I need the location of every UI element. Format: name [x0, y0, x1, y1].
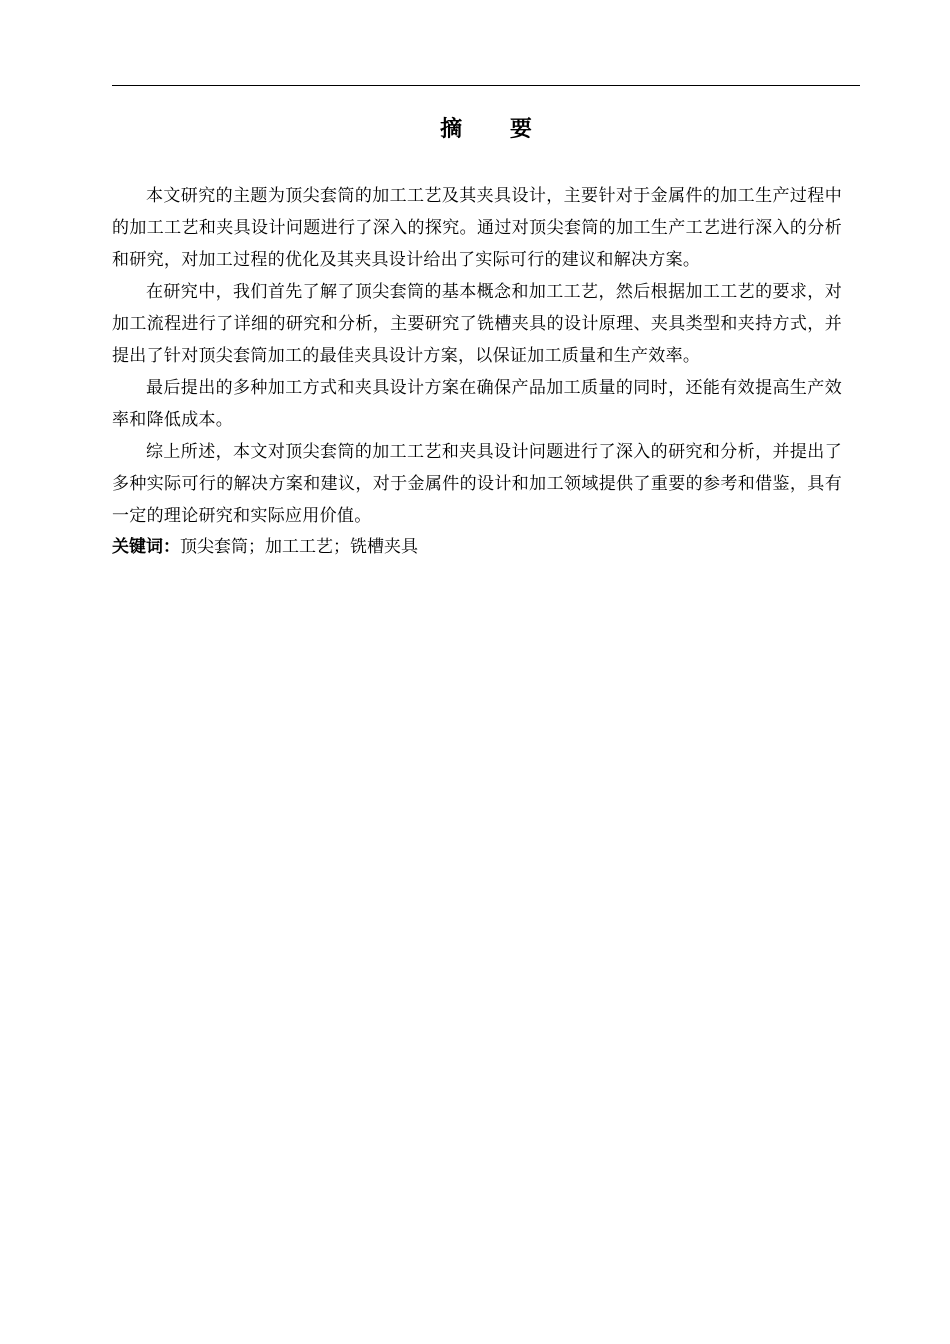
abstract-title: 摘 要 — [440, 117, 552, 142]
abstract-paragraph-3: 最后提出的多种加工方式和夹具设计方案在确保产品加工质量的同时，还能有效提高生产效率和降低成本。 — [112, 378, 842, 430]
abstract-paragraph-4: 综上所述，本文对顶尖套筒的加工工艺和夹具设计问题进行了深入的研究和分析，并提出了多种实际可行的解决方案和建议，对于金属件的设计和加工领域提供了重要的参考和借鉴，具有一定的理论研究和实际应用价值。 — [112, 442, 842, 526]
abstract-paragraph-1: 本文研究的主题为顶尖套筒的加工工艺及其夹具设计，主要针对于金属件的加工生产过程中的加工工艺和夹具设计问题进行了深入的探究。通过对顶尖套筒的加工生产工艺进行深入的分析和研究，对加工过程的优化及其夹具设计给出了实际可行的建议和解决方案。 — [112, 186, 842, 270]
keywords-value: 顶尖套筒；加工工艺；铣槽夹具 — [180, 537, 418, 557]
keywords-line — [112, 532, 842, 562]
abstract-paragraph-2: 在研究中，我们首先了解了顶尖套筒的基本概念和加工工艺，然后根据加工工艺的要求，对加工流程进行了详细的研究和分析，主要研究了铣槽夹具的设计原理、夹具类型和夹持方式，并提出了针对顶尖套筒加工的最佳夹具设计方案，以保证加工质量和生产效率。 — [112, 282, 842, 366]
keywords-label: 关键词： — [112, 537, 180, 557]
abstract-body — [112, 180, 842, 562]
header-rule — [112, 85, 860, 86]
